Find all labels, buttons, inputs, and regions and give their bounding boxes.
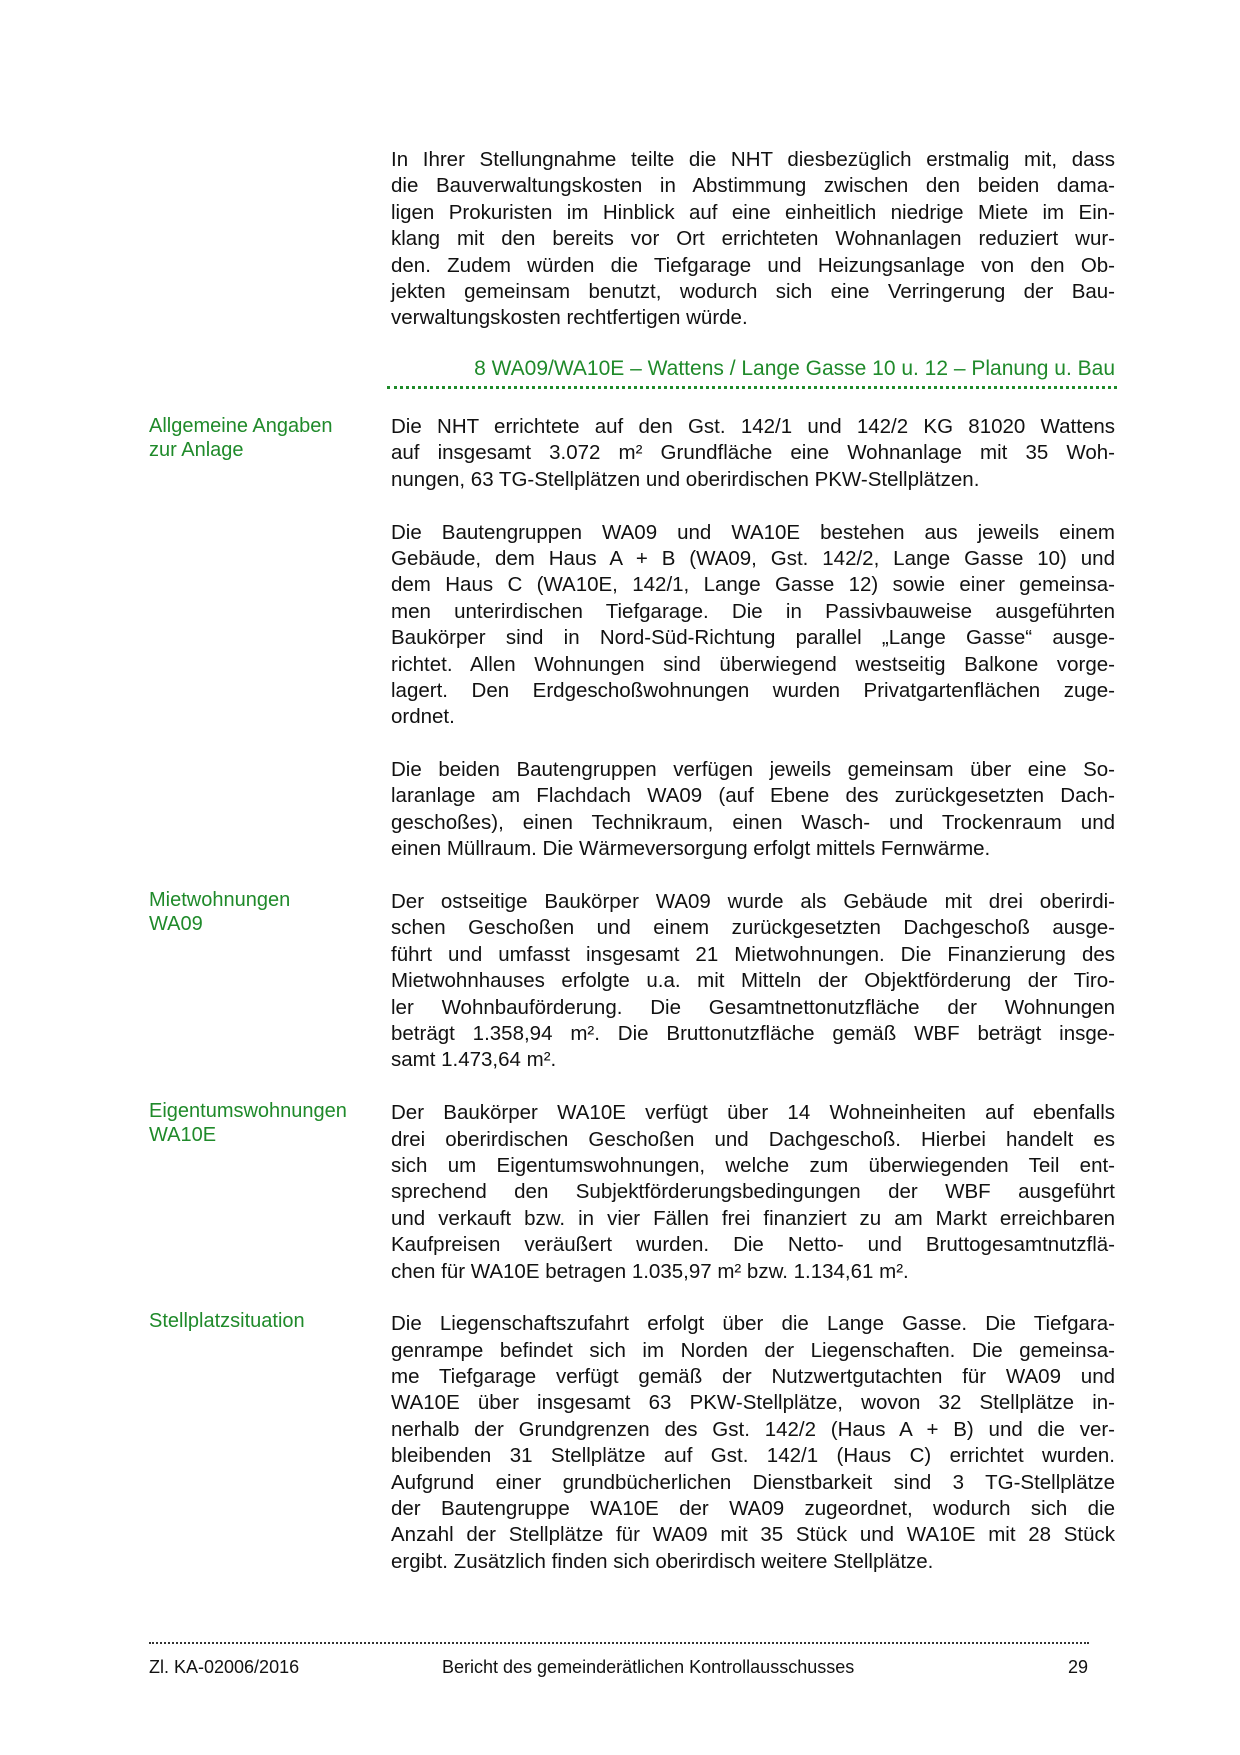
- text-line: Die Liegenschaftszufahrt erfolgt über die Lange Gasse. Die Tiefgara-: [391, 1312, 1115, 1336]
- text-line: beträgt 1.358,94 m². Die Bruttonutzfläche gemäß WBF beträgt insge-: [391, 1021, 1115, 1045]
- text-line: den. Zudem würden die Tiefgarage und Heizungsanlage von den Ob-: [391, 253, 1115, 277]
- text-line: Der Baukörper WA10E verfügt über 14 Wohneinheiten auf ebenfalls: [391, 1101, 1115, 1125]
- text-line: lagert. Den Erdgeschoßwohnungen wurden Privatgartenflächen zuge-: [391, 678, 1115, 702]
- text-line: me Tiefgarage verfügt gemäß der Nutzwertgutachten für WA09 und: [391, 1365, 1115, 1389]
- text-line: In Ihrer Stellungnahme teilte die NHT diesbezüglich erstmalig mit, dass: [391, 148, 1115, 171]
- paragraph: [391, 1311, 1115, 1575]
- text-line: Kaufpreisen veräußert wurden. Die Netto- und Bruttogesamtnutzflä-: [391, 1233, 1115, 1257]
- text-line: der Bautengruppe WA10E der WA09 zugeordnet, wodurch sich die: [391, 1497, 1115, 1521]
- paragraph: [391, 889, 1115, 1074]
- body-paragraphs: [391, 414, 1115, 1602]
- text-line: ergibt. Zusätzlich finden sich oberirdisch weitere Stellplätze.: [391, 1549, 934, 1573]
- side-label-line: Allgemeine Angaben: [149, 415, 333, 437]
- text-line: Die beiden Bautengruppen verfügen jeweils gemeinsam über eine So-: [391, 758, 1115, 782]
- footer-title: Bericht des gemeinderätlichen Kontrollausschusses: [442, 1657, 855, 1677]
- text-line: WA10E über insgesamt 63 PKW-Stellplätze, wovon 32 Stellplätze in-: [391, 1391, 1115, 1415]
- side-label-line: WA10E: [149, 1124, 217, 1146]
- text-line: dem Haus C (WA10E, 142/1, Lange Gasse 12) sowie einer gemeinsa-: [391, 573, 1115, 597]
- text-line: bleibenden 31 Stellplätze auf Gst. 142/1 (Haus C) errichtet wurden.: [391, 1444, 1115, 1468]
- heading-divider: [387, 386, 1117, 389]
- text-line: Die Bautengruppen WA09 und WA10E bestehen aus jeweils einem: [391, 520, 1115, 544]
- footer-reference: Zl. KA-02006/2016: [149, 1657, 300, 1677]
- side-label-allgemeine-angaben: [149, 414, 332, 462]
- text-line: nerhalb der Grundgrenzen des Gst. 142/2 (Haus A + B) und die ver-: [391, 1417, 1115, 1441]
- text-line: men unterirdischen Tiefgarage. Die in Passivbauweise ausgeführten: [391, 599, 1115, 623]
- text-line: und verkauft bzw. in vier Fällen frei finanziert zu am Markt erreichbaren: [391, 1206, 1115, 1230]
- text-line: geschoßes), einen Technikraum, einen Wasch- und Trockenraum und: [391, 810, 1115, 834]
- text-line: führt und umfasst insgesamt 21 Mietwohnungen. Die Finanzierung des: [391, 942, 1115, 966]
- side-label-line: Stellplatzsituation: [149, 1310, 305, 1332]
- text-line: auf insgesamt 3.072 m² Grundfläche eine Wohnanlage mit 35 Woh-: [391, 441, 1115, 465]
- section-heading: 8 WA09/WA10E – Wattens / Lange Gasse 10 u. 12 – Planung u. Bau: [474, 357, 1115, 380]
- page-number: 29: [1068, 1657, 1089, 1677]
- footer-divider: [149, 1642, 1089, 1644]
- text-line: ler Wohnbauförderung. Die Gesamtnettonutzfläche der Wohnungen: [391, 995, 1115, 1019]
- text-line: sprechend den Subjektförderungsbedingungen der WBF ausgeführt: [391, 1180, 1115, 1204]
- text-line: sich um Eigentumswohnungen, welche zum überwiegenden Teil ent-: [391, 1153, 1115, 1177]
- text-line: ligen Prokuristen im Hinblick auf eine einheitlich niedrige Miete im Ein-: [391, 200, 1115, 224]
- side-label-eigentumswohnungen: [149, 1099, 347, 1147]
- side-label-line: Eigentumswohnungen: [149, 1100, 347, 1122]
- side-label-line: WA09: [149, 913, 203, 935]
- text-line: verwaltungskosten rechtfertigen würde.: [391, 306, 748, 330]
- side-label-line: Mietwohnungen: [149, 889, 291, 911]
- text-line: richtet. Allen Wohnungen sind überwiegend westseitig Balkone vorge-: [391, 652, 1115, 676]
- text-line: einen Müllraum. Die Wärmeversorgung erfolgt mittels Fernwärme.: [391, 837, 991, 861]
- text-line: drei oberirdischen Geschoßen und Dachgeschoß. Hierbei handelt es: [391, 1127, 1115, 1151]
- text-line: laranlage am Flachdach WA09 (auf Ebene des zurückgesetzten Dach-: [391, 784, 1115, 808]
- paragraph: [391, 1100, 1115, 1285]
- side-label-mietwohnungen: [149, 888, 290, 936]
- text-line: jekten gemeinsam benutzt, wodurch sich eine Verringerung der Bau-: [391, 279, 1115, 303]
- paragraph: [391, 414, 1115, 493]
- text-line: klang mit den bereits vor Ort errichteten Wohnanlagen reduziert wur-: [391, 227, 1115, 251]
- text-line: schen Geschoßen und einem zurückgesetzten Dachgeschoß ausge-: [391, 916, 1115, 940]
- text-line: nungen, 63 TG-Stellplätzen und oberirdischen PKW-Stellplätzen.: [391, 467, 980, 491]
- text-line: Mietwohnhauses erfolgte u.a. mit Mitteln der Objektförderung der Tiro-: [391, 969, 1115, 993]
- text-line: genrampe befindet sich im Norden der Liegenschaften. Die gemeinsa-: [391, 1338, 1115, 1362]
- text-line: Aufgrund einer grundbücherlichen Dienstbarkeit sind 3 TG-Stellplätze: [391, 1470, 1115, 1494]
- text-line: Die NHT errichtete auf den Gst. 142/1 und 142/2 KG 81020 Wattens: [391, 415, 1115, 438]
- side-label-stellplatzsituation: [149, 1309, 305, 1333]
- side-label-line: zur Anlage: [149, 439, 244, 461]
- text-line: Baukörper sind in Nord-Süd-Richtung parallel „Lange Gasse“ ausge-: [391, 626, 1115, 650]
- text-line: Gebäude, dem Haus A + B (WA09, Gst. 142/2, Lange Gasse 10) und: [391, 546, 1115, 570]
- text-line: ordnet.: [391, 705, 455, 729]
- text-line: Anzahl der Stellplätze für WA09 mit 35 Stück und WA10E mit 28 Stück: [391, 1523, 1115, 1547]
- text-line: chen für WA10E betragen 1.035,97 m² bzw. 1.134,61 m².: [391, 1259, 909, 1283]
- paragraph: [391, 757, 1115, 863]
- paragraph: [391, 520, 1115, 731]
- text-line: Der ostseitige Baukörper WA09 wurde als Gebäude mit drei oberirdi-: [391, 890, 1115, 914]
- text-line: samt 1.473,64 m².: [391, 1048, 557, 1072]
- text-line: die Bauverwaltungskosten in Abstimmung zwischen den beiden dama-: [391, 174, 1115, 198]
- intro-paragraph: [391, 147, 1115, 332]
